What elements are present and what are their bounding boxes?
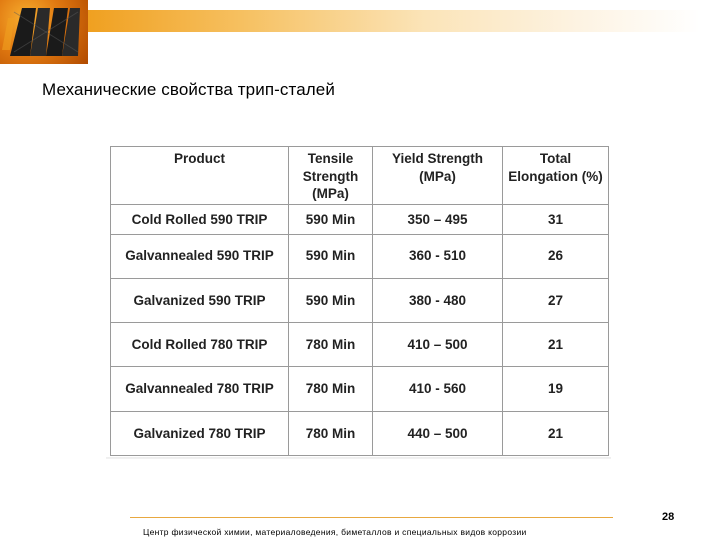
cell-tensile: 590 Min: [289, 205, 373, 234]
cell-elongation: 26: [503, 234, 609, 278]
table-row: [111, 205, 609, 234]
cell-product: Galvanized 590 TRIP: [111, 278, 289, 322]
page-number: 28: [662, 511, 675, 523]
logo-m-icon: [0, 0, 88, 64]
cell-tensile: 780 Min: [289, 411, 373, 455]
cell-product: Cold Rolled 590 TRIP: [111, 205, 289, 234]
cell-tensile: 780 Min: [289, 323, 373, 367]
header-yield-strength: Yield Strength (MPa): [373, 147, 503, 205]
cell-yield: 360 - 510: [373, 234, 503, 278]
header-gradient-bar: [88, 10, 700, 32]
table-row: [111, 234, 609, 278]
cell-yield: 350 – 495: [373, 205, 503, 234]
cell-elongation: 27: [503, 278, 609, 322]
cell-tensile: 590 Min: [289, 278, 373, 322]
cell-elongation: 21: [503, 411, 609, 455]
slide-title: Механические свойства трип-сталей: [42, 80, 335, 99]
cell-elongation: 31: [503, 205, 609, 234]
table-row: [111, 367, 609, 411]
cell-yield: 410 – 500: [373, 323, 503, 367]
footer-divider: [130, 517, 613, 518]
cell-yield: 410 - 560: [373, 367, 503, 411]
table-row: [111, 323, 609, 367]
cell-elongation: 21: [503, 323, 609, 367]
footer-text: Центр физической химии, материаловедения, биметаллов и специальных видов коррозии: [143, 527, 527, 537]
header-total-elongation: Total Elongation (%): [503, 147, 609, 205]
cell-yield: 440 – 500: [373, 411, 503, 455]
cell-yield: 380 - 480: [373, 278, 503, 322]
cell-product: Cold Rolled 780 TRIP: [111, 323, 289, 367]
table-row: [111, 411, 609, 455]
cell-product: Galvannealed 590 TRIP: [111, 234, 289, 278]
mechanical-properties-table: [110, 146, 609, 456]
cell-tensile: 590 Min: [289, 234, 373, 278]
header-product: Product: [111, 147, 289, 205]
cell-tensile: 780 Min: [289, 367, 373, 411]
cell-elongation: 19: [503, 367, 609, 411]
cell-product: Galvannealed 780 TRIP: [111, 367, 289, 411]
header-tensile-strength: Tensile Strength (MPa): [289, 147, 373, 205]
institute-logo: [0, 0, 88, 64]
table-row: [111, 278, 609, 322]
cell-product: Galvanized 780 TRIP: [111, 411, 289, 455]
table-header-row: [111, 147, 609, 205]
